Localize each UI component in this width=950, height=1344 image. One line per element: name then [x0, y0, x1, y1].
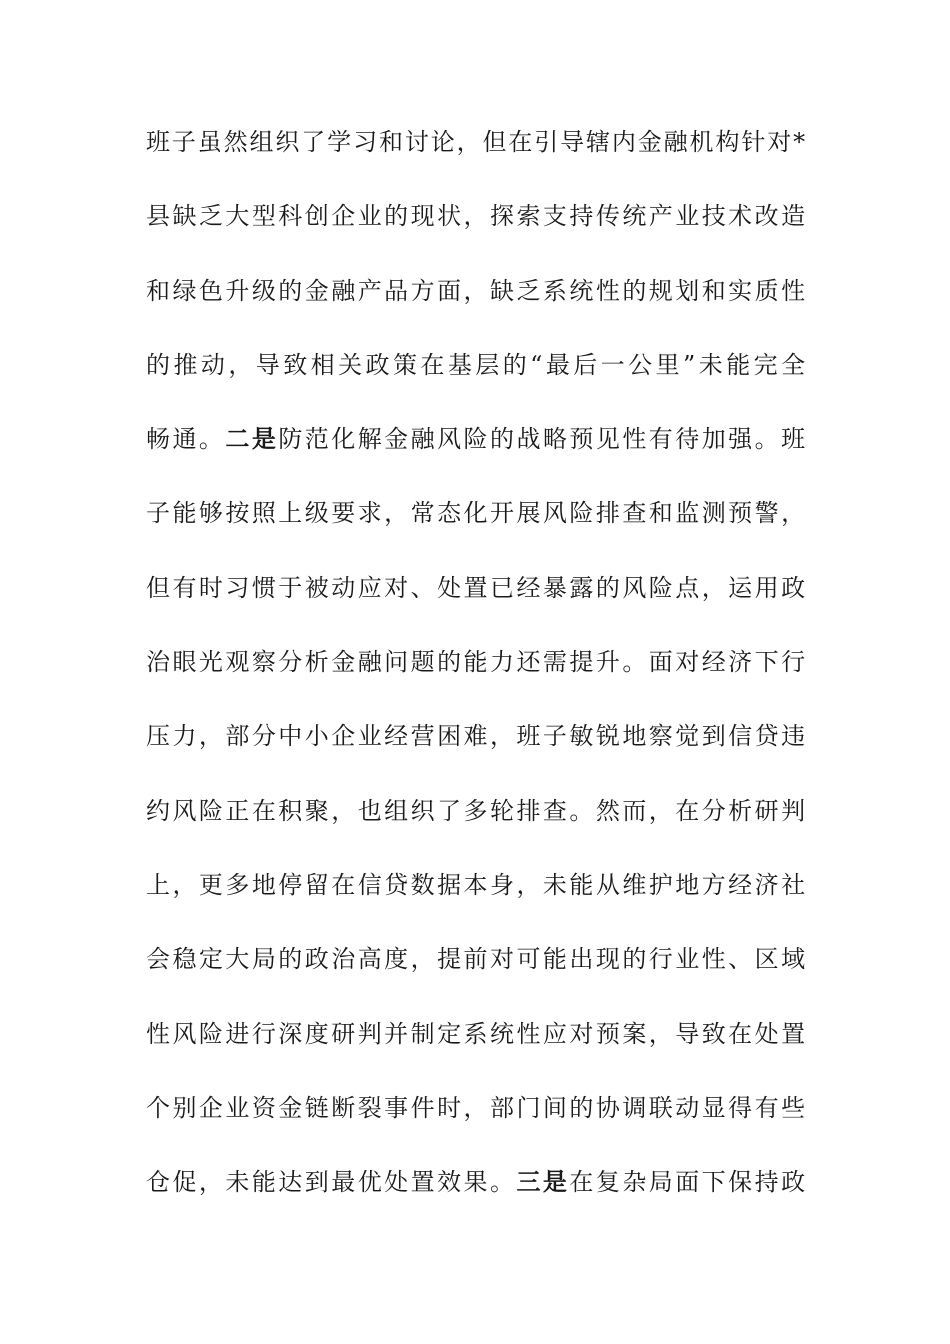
text-segment: 压力，部分中小企业经营困难，班子敏锐地察觉到信贷违	[146, 722, 806, 751]
text-segment: 在复杂局面下保持政	[569, 1168, 806, 1197]
body-text	[146, 118, 806, 1232]
text-segment: 县缺乏大型科创企业的现状，探索支持传统产业技术改造	[146, 202, 806, 231]
text-segment: 畅通。	[146, 425, 226, 454]
text-segment: 会稳定大局的政治高度，提前对可能出现的行业性、区域	[146, 945, 806, 974]
text-segment: 但有时习惯于被动应对、处置已经暴露的风险点，运用政	[146, 573, 806, 602]
text-segment: 的推动，导致相关政策在基层的“最后一公里”未能完全	[146, 350, 806, 379]
text-segment: 个别企业资金链断裂事件时，部门间的协调联动显得有些	[146, 1093, 806, 1122]
text-segment: 子能够按照上级要求，常态化开展风险排查和监测预警，	[146, 499, 806, 528]
text-line	[146, 935, 806, 1009]
text-line	[146, 1010, 806, 1084]
text-line	[146, 1158, 806, 1232]
text-line	[146, 564, 806, 638]
text-line	[146, 267, 806, 341]
text-line	[146, 118, 806, 192]
text-line	[146, 712, 806, 786]
text-line	[146, 415, 806, 489]
text-line	[146, 787, 806, 861]
text-segment: 约风险正在积聚，也组织了多轮排查。然而，在分析研判	[146, 796, 806, 825]
text-line	[146, 341, 806, 415]
text-line	[146, 861, 806, 935]
text-line	[146, 1084, 806, 1158]
bold-heading-marker: 三是	[516, 1167, 570, 1197]
text-line	[146, 192, 806, 266]
text-segment: 和绿色升级的金融产品方面，缺乏系统性的规划和实质性	[146, 276, 806, 305]
text-segment: 仓促，未能达到最优处置效果。	[146, 1168, 517, 1197]
text-segment: 上，更多地停留在信贷数据本身，未能从维护地方经济社	[146, 870, 806, 899]
text-segment: 班子虽然组织了学习和讨论，但在引导辖内金融机构针对*	[146, 128, 806, 156]
text-line	[146, 638, 806, 712]
bold-heading-marker: 二是	[225, 424, 279, 454]
text-segment: 治眼光观察分析金融问题的能力还需提升。面对经济下行	[146, 648, 806, 677]
text-segment: 防范化解金融风险的战略预见性有待加强。班	[278, 425, 807, 454]
text-line	[146, 489, 806, 563]
text-segment: 性风险进行深度研判并制定系统性应对预案，导致在处置	[146, 1019, 806, 1048]
